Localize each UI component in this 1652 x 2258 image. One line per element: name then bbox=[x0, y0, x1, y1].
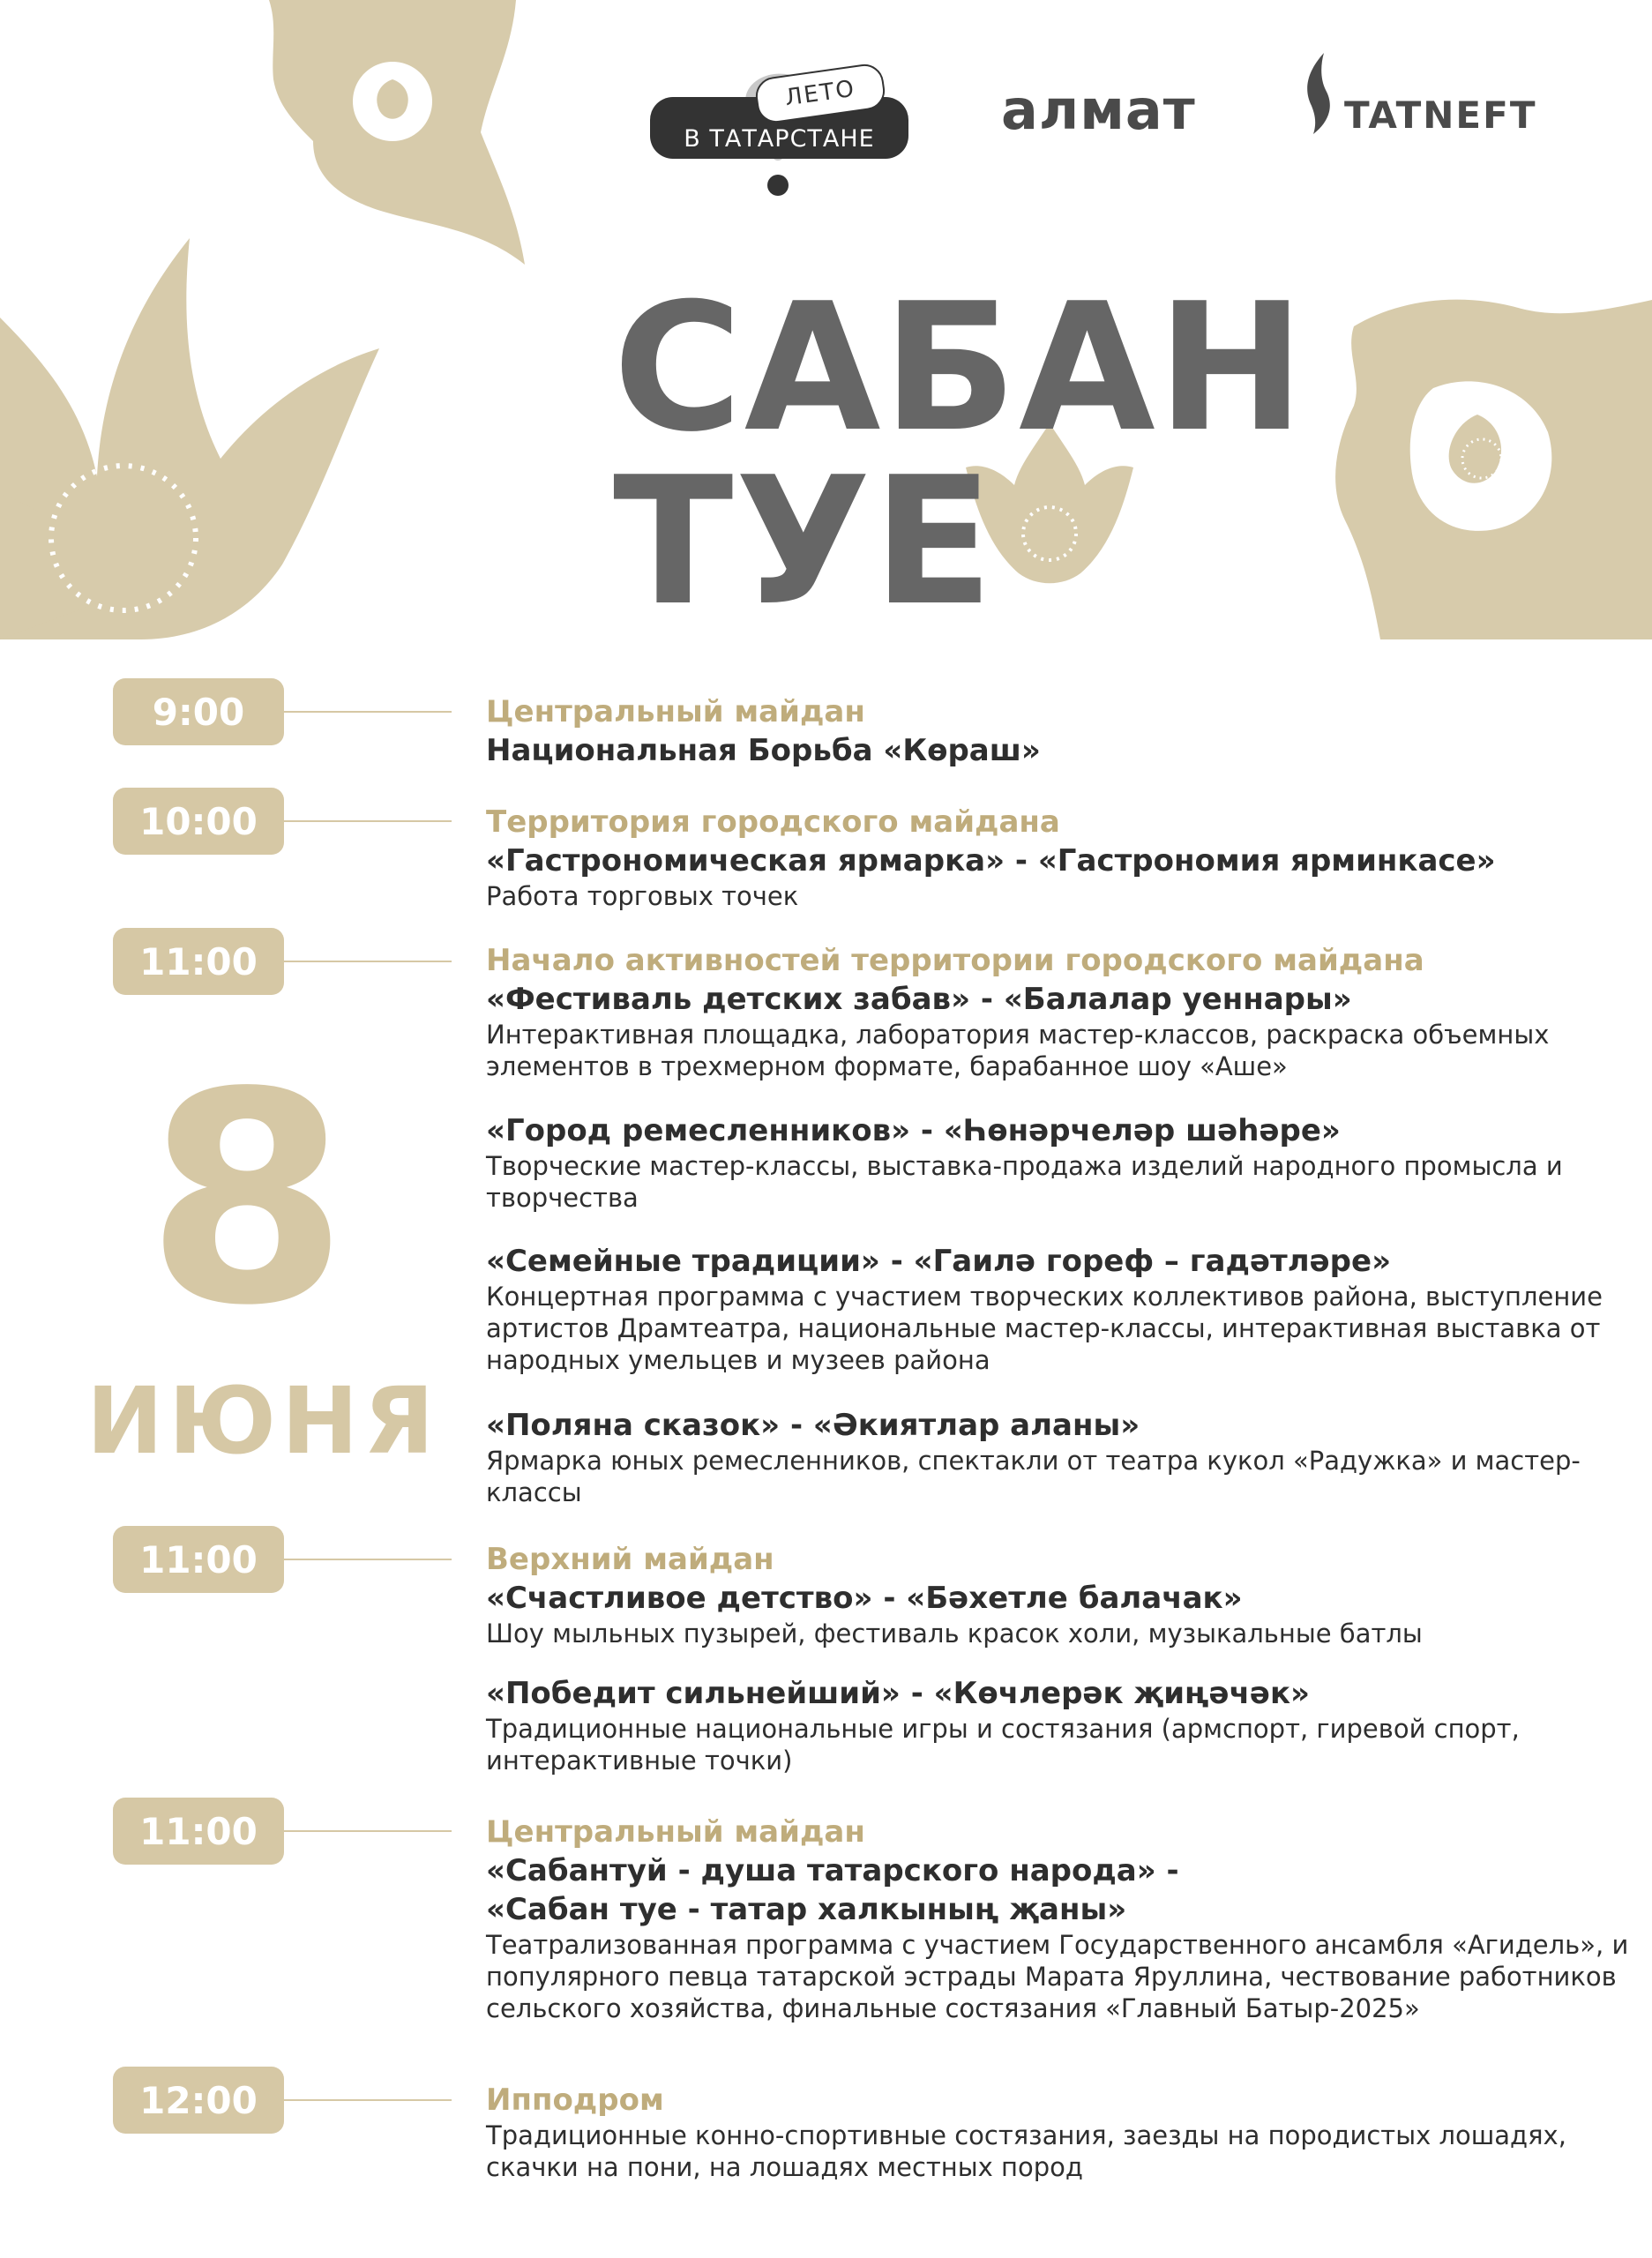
schedule-item bbox=[486, 1406, 1633, 1508]
event-description: Театрализованная программа с участием Государственного ансамбля «Агидель», и популярного певца татарской эстрады Марата Яруллина, чествование работников сельского хозяйства, финальные состязания «Главный Батыр-2025» bbox=[486, 1930, 1629, 2023]
time-connector bbox=[284, 711, 452, 713]
event-description: Работа торговых точек bbox=[486, 881, 799, 911]
tatneft-logo: TATNEFT bbox=[1344, 93, 1537, 137]
location-title: Верхний майдан bbox=[486, 1542, 774, 1577]
event-title: «Счастливое детство» - «Бәхетле балачак» bbox=[486, 1581, 1243, 1616]
event-description: Интерактивная площадка, лаборатория мастер-классов, раскраска объемных элементов в трехмерном формате, барабанное шоу «Аше» bbox=[486, 1020, 1550, 1081]
page-title-line1: САБАН bbox=[613, 265, 1307, 471]
location-title: Начало активностей территории городского майдана bbox=[486, 943, 1424, 978]
event-title: «Победит сильнейший» - «Көчлерәк җиңәчәк» bbox=[486, 1676, 1311, 1711]
time-connector bbox=[284, 1830, 452, 1832]
event-title: «Гастрономическая ярмарка» - «Гастрономия ярминкасе» bbox=[486, 843, 1496, 879]
event-description: Традиционные конно-спортивные состязания, заезды на породистых лошадях, скачки на пони, на лошадях местных пород bbox=[486, 2120, 1566, 2182]
event-description: Творческие мастер-классы, выставка-продажа изделий народного промысла и творчества bbox=[486, 1151, 1563, 1213]
event-description: Ярмарка юных ремесленников, спектакли от театра кукол «Радужка» и мастер-классы bbox=[486, 1446, 1581, 1507]
time-connector bbox=[284, 820, 452, 822]
schedule-item bbox=[486, 803, 1633, 912]
schedule-item bbox=[486, 941, 1633, 1082]
ornament-top-center bbox=[260, 0, 525, 265]
time-badge: 10:00 bbox=[113, 788, 284, 855]
almat-logo: алмат bbox=[1001, 78, 1196, 142]
time-badge: 11:00 bbox=[113, 1798, 284, 1865]
event-title: «Сабантуй - душа татарского народа» - bbox=[486, 1853, 1179, 1888]
event-title: «Семейные традиции» - «Гаилә гореф – гадәтләре» bbox=[486, 1244, 1392, 1279]
time-badge: 11:00 bbox=[113, 928, 284, 995]
schedule-item bbox=[486, 2081, 1633, 2183]
page-title-line2: ТУЕ bbox=[613, 439, 996, 645]
ornament-right bbox=[1327, 291, 1652, 639]
schedule-item bbox=[486, 1674, 1633, 1776]
event-title: «Фестиваль детских забав» - «Балалар уеннары» bbox=[486, 982, 1352, 1017]
schedule-item bbox=[486, 1111, 1633, 1214]
schedule-item bbox=[486, 1540, 1633, 1649]
badge-main-label: В ТАТАРСТАНЕ bbox=[650, 97, 908, 159]
location-title: Центральный майдан bbox=[486, 1814, 865, 1850]
date-month: ИЮНЯ bbox=[86, 1367, 440, 1475]
event-description: Концертная программа с участием творческих коллективов района, выступление артистов Драмтеатра, национальные мастер-классы, интерактивная выставка от народных умельцев и музеев района bbox=[486, 1282, 1603, 1375]
event-title-line2: «Сабан туе - татар халкының җаны» bbox=[486, 1892, 1127, 1927]
schedule-item bbox=[486, 1813, 1633, 2024]
date-day: 8 bbox=[146, 1030, 348, 1369]
event-title: Национальная Борьба «Көраш» bbox=[486, 733, 1041, 768]
time-connector bbox=[284, 1559, 452, 1560]
time-connector bbox=[284, 2099, 452, 2101]
schedule-item bbox=[486, 692, 1633, 770]
badge-top-label: ЛЕТО bbox=[753, 62, 887, 125]
event-title: «Город ремесленников» - «Һөнәрчеләр шәһәре» bbox=[486, 1113, 1341, 1148]
tatneft-flame-icon bbox=[1299, 53, 1343, 134]
event-description: Шоу мыльных пузырей, фестиваль красок холи, музыкальные батлы bbox=[486, 1619, 1423, 1649]
time-badge: 12:00 bbox=[113, 2067, 284, 2134]
location-title: Территория городского майдана bbox=[486, 804, 1060, 840]
schedule-item bbox=[486, 1242, 1633, 1376]
time-badge: 11:00 bbox=[113, 1526, 284, 1593]
location-title: Центральный майдан bbox=[486, 694, 865, 729]
event-description: Традиционные национальные игры и состязания (армспорт, гиревой спорт, интерактивные точки) bbox=[486, 1714, 1520, 1776]
location-title: Ипподром bbox=[486, 2082, 664, 2118]
event-title: «Поляна сказок» - «Әкиятлар аланы» bbox=[486, 1408, 1140, 1443]
leto-v-tatarstane-logo bbox=[610, 71, 937, 203]
time-badge: 9:00 bbox=[113, 678, 284, 745]
time-connector bbox=[284, 961, 452, 962]
